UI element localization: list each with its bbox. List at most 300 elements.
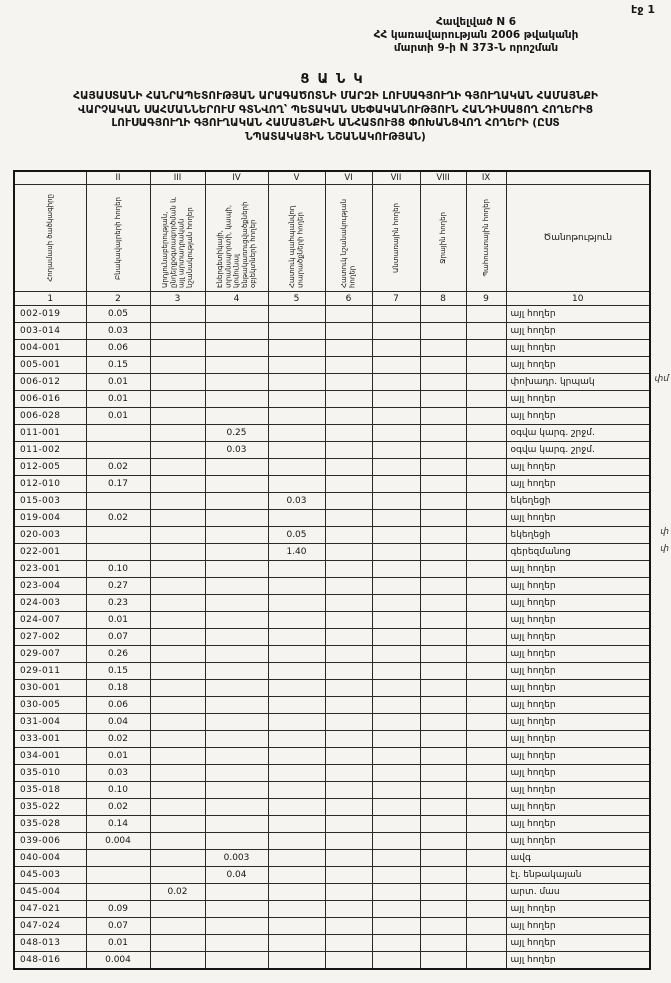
area-value-cell <box>268 952 325 970</box>
area-value-cell <box>205 952 268 970</box>
area-value-cell <box>466 357 506 374</box>
area-value-cell <box>466 323 506 340</box>
area-value-cell <box>420 816 466 833</box>
area-value-cell <box>420 323 466 340</box>
area-value-cell <box>150 816 205 833</box>
parcel-code-cell: 011-001 <box>14 425 86 442</box>
column-header-8: Ջրային հողեր <box>438 212 447 264</box>
roman-numeral-col-3: III <box>150 171 205 185</box>
area-value-cell <box>325 357 372 374</box>
subtitle-line-1: ՀԱՅԱՍՏԱՆԻ ՀԱՆՐԱՊԵՏՈՒԹՅԱՆ ԱՐԱԳԱԾՈՏՆԻ ՄԱՐԶԻ ԼՈՒՍԱԳՅՈՒՂԻ ԳՅՈՒՂԱԿԱՆ ՀԱՄԱՅՆՔԻ <box>73 90 598 102</box>
area-value-cell <box>205 476 268 493</box>
area-value-cell <box>466 833 506 850</box>
area-value-cell <box>150 833 205 850</box>
area-value-cell <box>205 510 268 527</box>
note-cell: այլ հողեր <box>506 612 650 629</box>
column-number-6: 6 <box>325 292 372 306</box>
area-value-cell <box>420 391 466 408</box>
area-value-cell <box>372 782 420 799</box>
note-cell: այլ հողեր <box>506 357 650 374</box>
area-value-cell <box>325 578 372 595</box>
parcel-code-cell: 035-018 <box>14 782 86 799</box>
area-value-cell <box>150 629 205 646</box>
area-value-cell <box>325 459 372 476</box>
note-cell: այլ հողեր <box>506 629 650 646</box>
area-value-cell <box>372 765 420 782</box>
table-row <box>14 527 650 544</box>
table-row <box>14 663 650 680</box>
area-value-cell <box>150 561 205 578</box>
area-value-cell <box>325 544 372 561</box>
area-value-cell: 0.17 <box>86 476 150 493</box>
parcel-code-cell: 012-005 <box>14 459 86 476</box>
parcel-code-cell: 027-002 <box>14 629 86 646</box>
area-value-cell <box>268 323 325 340</box>
area-value-cell <box>466 816 506 833</box>
area-value-cell <box>150 510 205 527</box>
area-value-cell <box>205 697 268 714</box>
area-value-cell <box>205 357 268 374</box>
area-value-cell <box>466 374 506 391</box>
table-row <box>14 476 650 493</box>
area-value-cell: 0.003 <box>205 850 268 867</box>
area-value-cell <box>86 442 150 459</box>
table-row <box>14 850 650 867</box>
area-value-cell <box>372 357 420 374</box>
area-value-cell <box>268 442 325 459</box>
table-row <box>14 578 650 595</box>
note-cell: այլ հողեր <box>506 340 650 357</box>
parcel-code-cell: 045-003 <box>14 867 86 884</box>
table-row <box>14 493 650 510</box>
note-cell: այլ հողեր <box>506 323 650 340</box>
column-header-1: Հողամասի ծածկագիրը <box>46 194 55 282</box>
parcel-code-cell: 034-001 <box>14 748 86 765</box>
area-value-cell <box>372 578 420 595</box>
area-value-cell <box>150 782 205 799</box>
area-value-cell <box>325 595 372 612</box>
note-cell: այլ հողեր <box>506 697 650 714</box>
area-value-cell <box>150 850 205 867</box>
area-value-cell <box>268 646 325 663</box>
area-value-cell <box>205 459 268 476</box>
area-value-cell <box>466 459 506 476</box>
area-value-cell <box>150 901 205 918</box>
area-value-cell <box>268 306 325 323</box>
area-value-cell <box>150 663 205 680</box>
area-value-cell <box>205 901 268 918</box>
parcel-code-cell: 048-016 <box>14 952 86 970</box>
parcel-code-cell: 045-004 <box>14 884 86 901</box>
area-value-cell <box>372 714 420 731</box>
table-row <box>14 731 650 748</box>
area-value-cell <box>420 833 466 850</box>
area-value-cell <box>150 306 205 323</box>
table-row <box>14 816 650 833</box>
area-value-cell <box>420 867 466 884</box>
table-row <box>14 340 650 357</box>
table-row <box>14 595 650 612</box>
area-value-cell <box>325 952 372 970</box>
land-table <box>13 170 651 970</box>
area-value-cell <box>372 918 420 935</box>
table-row <box>14 357 650 374</box>
area-value-cell <box>466 663 506 680</box>
area-value-cell <box>372 748 420 765</box>
area-value-cell <box>372 629 420 646</box>
area-value-cell <box>420 340 466 357</box>
area-value-cell <box>150 527 205 544</box>
note-cell: այլ հողեր <box>506 782 650 799</box>
column-header-9: Պահուստային հողեր <box>481 199 490 277</box>
area-value-cell <box>420 799 466 816</box>
column-header-4: Էներգետիկայի, տրանսպորտի, կապի, կոմունալ ենթակառուցվածքների օբյեկտների հողեր <box>215 201 257 288</box>
subtitle-line-4: ՆՊԱՏԱԿԱՅԻՆ ՆՇԱՆԱԿՈՒԹՅԱՆ) <box>245 130 426 143</box>
area-value-cell <box>325 935 372 952</box>
parcel-code-cell: 039-006 <box>14 833 86 850</box>
area-value-cell <box>150 697 205 714</box>
area-value-cell <box>325 442 372 459</box>
area-value-cell <box>205 833 268 850</box>
area-value-cell <box>150 646 205 663</box>
note-cell: եկեղեցի <box>506 493 650 510</box>
area-value-cell <box>205 544 268 561</box>
area-value-cell <box>372 459 420 476</box>
area-value-cell <box>420 782 466 799</box>
area-value-cell <box>325 867 372 884</box>
area-value-cell <box>86 850 150 867</box>
area-value-cell <box>150 493 205 510</box>
note-cell: այլ հողեր <box>506 561 650 578</box>
parcel-code-cell: 033-001 <box>14 731 86 748</box>
note-cell: գերեզմանոց <box>506 544 650 561</box>
area-value-cell <box>205 493 268 510</box>
area-value-cell: 0.004 <box>86 833 150 850</box>
parcel-code-cell: 024-007 <box>14 612 86 629</box>
column-number-8: 8 <box>420 292 466 306</box>
area-value-cell <box>372 952 420 970</box>
area-value-cell <box>150 357 205 374</box>
parcel-code-cell: 047-021 <box>14 901 86 918</box>
column-number-1: 1 <box>14 292 86 306</box>
area-value-cell <box>372 646 420 663</box>
table-row <box>14 799 650 816</box>
area-value-cell <box>325 510 372 527</box>
area-value-cell <box>420 357 466 374</box>
area-value-cell <box>268 867 325 884</box>
area-value-cell <box>150 731 205 748</box>
roman-numeral-col-2: II <box>86 171 150 185</box>
area-value-cell <box>325 527 372 544</box>
subtitle-line-3: ԼՈՒՍԱԳՅՈՒՂԻ ԳՅՈՒՂԱԿԱՆ ՀԱՄԱՅՆՔԻՆ ԱՆՀԱՏՈՒՅՑ ՓՈԽԱՆՑՎՈՂ ՀՈՂԵՐԻ (ԸՍՏ <box>111 117 560 130</box>
area-value-cell <box>205 374 268 391</box>
area-value-cell <box>372 884 420 901</box>
area-value-cell <box>268 782 325 799</box>
area-value-cell <box>268 663 325 680</box>
area-value-cell: 0.03 <box>268 493 325 510</box>
column-header-2: Բնակավայրերի հողեր <box>113 196 122 280</box>
roman-numeral-col-9: IX <box>466 171 506 185</box>
note-cell: փոխադր. կրպակ <box>506 374 650 391</box>
area-value-cell <box>420 680 466 697</box>
parcel-code-cell: 020-003 <box>14 527 86 544</box>
area-value-cell: 0.05 <box>86 306 150 323</box>
area-value-cell: 0.03 <box>86 323 150 340</box>
area-value-cell <box>325 884 372 901</box>
area-value-cell <box>325 748 372 765</box>
area-value-cell <box>420 544 466 561</box>
parcel-code-cell: 005-001 <box>14 357 86 374</box>
table-row <box>14 459 650 476</box>
area-value-cell <box>325 816 372 833</box>
area-value-cell: 0.02 <box>86 731 150 748</box>
table-row <box>14 306 650 323</box>
area-value-cell: 0.02 <box>86 799 150 816</box>
table-row <box>14 544 650 561</box>
parcel-code-cell: 030-005 <box>14 697 86 714</box>
area-value-cell <box>420 646 466 663</box>
table-row <box>14 510 650 527</box>
area-value-cell <box>150 952 205 970</box>
area-value-cell <box>268 765 325 782</box>
area-value-cell <box>268 731 325 748</box>
area-value-cell <box>420 374 466 391</box>
area-value-cell <box>466 867 506 884</box>
area-value-cell <box>268 510 325 527</box>
area-value-cell <box>466 714 506 731</box>
area-value-cell <box>420 850 466 867</box>
area-value-cell: 0.07 <box>86 629 150 646</box>
area-value-cell <box>150 612 205 629</box>
area-value-cell <box>466 408 506 425</box>
area-value-cell <box>325 646 372 663</box>
area-value-cell <box>268 918 325 935</box>
area-value-cell <box>372 476 420 493</box>
area-value-cell <box>372 340 420 357</box>
parcel-code-cell: 006-016 <box>14 391 86 408</box>
area-value-cell <box>372 935 420 952</box>
note-cell: այլ հողեր <box>506 833 650 850</box>
area-value-cell <box>268 901 325 918</box>
area-value-cell <box>205 408 268 425</box>
column-number-7: 7 <box>372 292 420 306</box>
column-header-5: Հատուկ պահպանվող տարածքների հողեր <box>288 205 305 288</box>
note-cell: այլ հողեր <box>506 816 650 833</box>
area-value-cell <box>205 612 268 629</box>
parcel-code-cell: 024-003 <box>14 595 86 612</box>
table-row <box>14 918 650 935</box>
note-cell: այլ հողեր <box>506 663 650 680</box>
area-value-cell <box>420 476 466 493</box>
table-row <box>14 612 650 629</box>
area-value-cell <box>325 799 372 816</box>
area-value-cell <box>150 374 205 391</box>
area-value-cell <box>420 714 466 731</box>
area-value-cell <box>150 714 205 731</box>
area-value-cell: 0.06 <box>86 340 150 357</box>
note-cell: այլ հողեր <box>506 731 650 748</box>
area-value-cell <box>325 612 372 629</box>
parcel-code-cell: 022-001 <box>14 544 86 561</box>
area-value-cell: 0.01 <box>86 748 150 765</box>
note-cell: այլ հողեր <box>506 306 650 323</box>
area-value-cell <box>268 680 325 697</box>
area-value-cell <box>372 306 420 323</box>
table-body <box>14 306 650 970</box>
parcel-code-cell: 035-022 <box>14 799 86 816</box>
column-header-10: Ծանոթություն <box>543 233 613 243</box>
area-value-cell <box>325 561 372 578</box>
area-value-cell <box>466 306 506 323</box>
area-value-cell <box>420 765 466 782</box>
area-value-cell <box>205 748 268 765</box>
area-value-cell: 0.14 <box>86 816 150 833</box>
area-value-cell <box>205 884 268 901</box>
area-value-cell: 0.04 <box>86 714 150 731</box>
column-number-2: 2 <box>86 292 150 306</box>
column-number-5: 5 <box>268 292 325 306</box>
roman-numeral-col-6: VI <box>325 171 372 185</box>
table-header <box>14 171 650 306</box>
area-value-cell <box>420 493 466 510</box>
parcel-code-cell: 002-019 <box>14 306 86 323</box>
handwritten-mark: փմ <box>654 374 669 384</box>
area-value-cell <box>86 425 150 442</box>
area-value-cell <box>466 952 506 970</box>
parcel-code-cell: 006-028 <box>14 408 86 425</box>
area-value-cell <box>325 833 372 850</box>
area-value-cell <box>466 646 506 663</box>
area-value-cell <box>205 561 268 578</box>
area-value-cell <box>268 595 325 612</box>
table-row <box>14 884 650 901</box>
area-value-cell <box>205 731 268 748</box>
area-value-cell: 0.09 <box>86 901 150 918</box>
area-value-cell <box>205 391 268 408</box>
area-value-cell: 0.06 <box>86 697 150 714</box>
area-value-cell <box>268 816 325 833</box>
table-row <box>14 442 650 459</box>
parcel-code-cell: 035-010 <box>14 765 86 782</box>
area-value-cell <box>268 459 325 476</box>
area-value-cell <box>150 748 205 765</box>
area-value-cell <box>325 782 372 799</box>
area-value-cell: 0.01 <box>86 612 150 629</box>
table-row <box>14 748 650 765</box>
column-header-3: Արդյունաբերության, ընդերքօգտագործման և այլ արտադրական նշանակության հողեր <box>161 197 194 288</box>
area-value-cell: 0.27 <box>86 578 150 595</box>
area-value-cell: 0.01 <box>86 935 150 952</box>
roman-numeral-col-8: VIII <box>420 171 466 185</box>
area-value-cell <box>372 833 420 850</box>
note-cell: ավգ <box>506 850 650 867</box>
area-value-cell <box>325 476 372 493</box>
note-cell: այլ հողեր <box>506 748 650 765</box>
area-value-cell <box>325 850 372 867</box>
roman-numeral-col-1 <box>14 171 86 185</box>
area-value-cell <box>420 952 466 970</box>
parcel-code-cell: 003-014 <box>14 323 86 340</box>
area-value-cell: 0.03 <box>205 442 268 459</box>
area-value-cell <box>150 391 205 408</box>
note-cell: օգվա կարգ. շրջմ. <box>506 425 650 442</box>
document-subtitle <box>14 90 657 145</box>
table-row <box>14 901 650 918</box>
area-value-cell <box>268 340 325 357</box>
table-row <box>14 935 650 952</box>
note-cell: էլ. ենթակայան <box>506 867 650 884</box>
parcel-code-cell: 029-011 <box>14 663 86 680</box>
area-value-cell <box>466 612 506 629</box>
parcel-code-cell: 011-002 <box>14 442 86 459</box>
area-value-cell <box>86 527 150 544</box>
area-value-cell <box>466 850 506 867</box>
area-value-cell: 0.23 <box>86 595 150 612</box>
area-value-cell: 0.15 <box>86 357 150 374</box>
area-value-cell <box>325 340 372 357</box>
area-value-cell <box>420 697 466 714</box>
area-value-cell <box>150 680 205 697</box>
area-value-cell: 0.10 <box>86 561 150 578</box>
area-value-cell <box>205 629 268 646</box>
area-value-cell <box>420 731 466 748</box>
note-cell: եկեղեցի <box>506 527 650 544</box>
appendix-reference <box>311 16 641 55</box>
subtitle-line-2: ՎԱՐՉԱԿԱՆ ՍԱՀՄԱՆՆԵՐՈՒՄ ԳՏՆՎՈՂ՝ ՊԵՏԱԿԱՆ ՍԵՓԱԿԱՆՈՒԹՅՈՒՆ ՀԱՆԴԻՍԱՑՈՂ ՀՈՂԵՐԻՑ <box>77 103 594 116</box>
area-value-cell <box>466 510 506 527</box>
parcel-code-cell: 023-004 <box>14 578 86 595</box>
column-header-7: Անտառային հողեր <box>391 203 400 273</box>
area-value-cell <box>150 476 205 493</box>
area-value-cell <box>466 578 506 595</box>
area-value-cell <box>420 595 466 612</box>
roman-numeral-col-4: IV <box>205 171 268 185</box>
parcel-code-cell: 029-007 <box>14 646 86 663</box>
note-cell: այլ հողեր <box>506 510 650 527</box>
table-row <box>14 408 650 425</box>
area-value-cell <box>466 731 506 748</box>
area-value-cell <box>372 901 420 918</box>
area-value-cell <box>86 544 150 561</box>
area-value-cell <box>325 697 372 714</box>
parcel-code-cell: 004-001 <box>14 340 86 357</box>
note-cell: այլ հողեր <box>506 459 650 476</box>
area-value-cell <box>466 748 506 765</box>
area-value-cell <box>205 340 268 357</box>
column-number-10: 10 <box>506 292 650 306</box>
roman-numeral-col-7: VII <box>372 171 420 185</box>
appendix-line-1: Հավելված N 6 <box>435 16 517 28</box>
area-value-cell <box>372 816 420 833</box>
area-value-cell <box>420 442 466 459</box>
parcel-code-cell: 035-028 <box>14 816 86 833</box>
area-value-cell <box>420 663 466 680</box>
table-row <box>14 391 650 408</box>
area-value-cell: 0.05 <box>268 527 325 544</box>
parcel-code-cell: 040-004 <box>14 850 86 867</box>
area-value-cell <box>466 561 506 578</box>
area-value-cell <box>268 425 325 442</box>
area-value-cell <box>150 765 205 782</box>
area-value-cell <box>372 697 420 714</box>
area-value-cell <box>466 476 506 493</box>
area-value-cell: 0.004 <box>86 952 150 970</box>
note-cell: այլ հողեր <box>506 918 650 935</box>
area-value-cell <box>466 680 506 697</box>
column-number-4: 4 <box>205 292 268 306</box>
area-value-cell <box>325 306 372 323</box>
area-value-cell <box>372 374 420 391</box>
